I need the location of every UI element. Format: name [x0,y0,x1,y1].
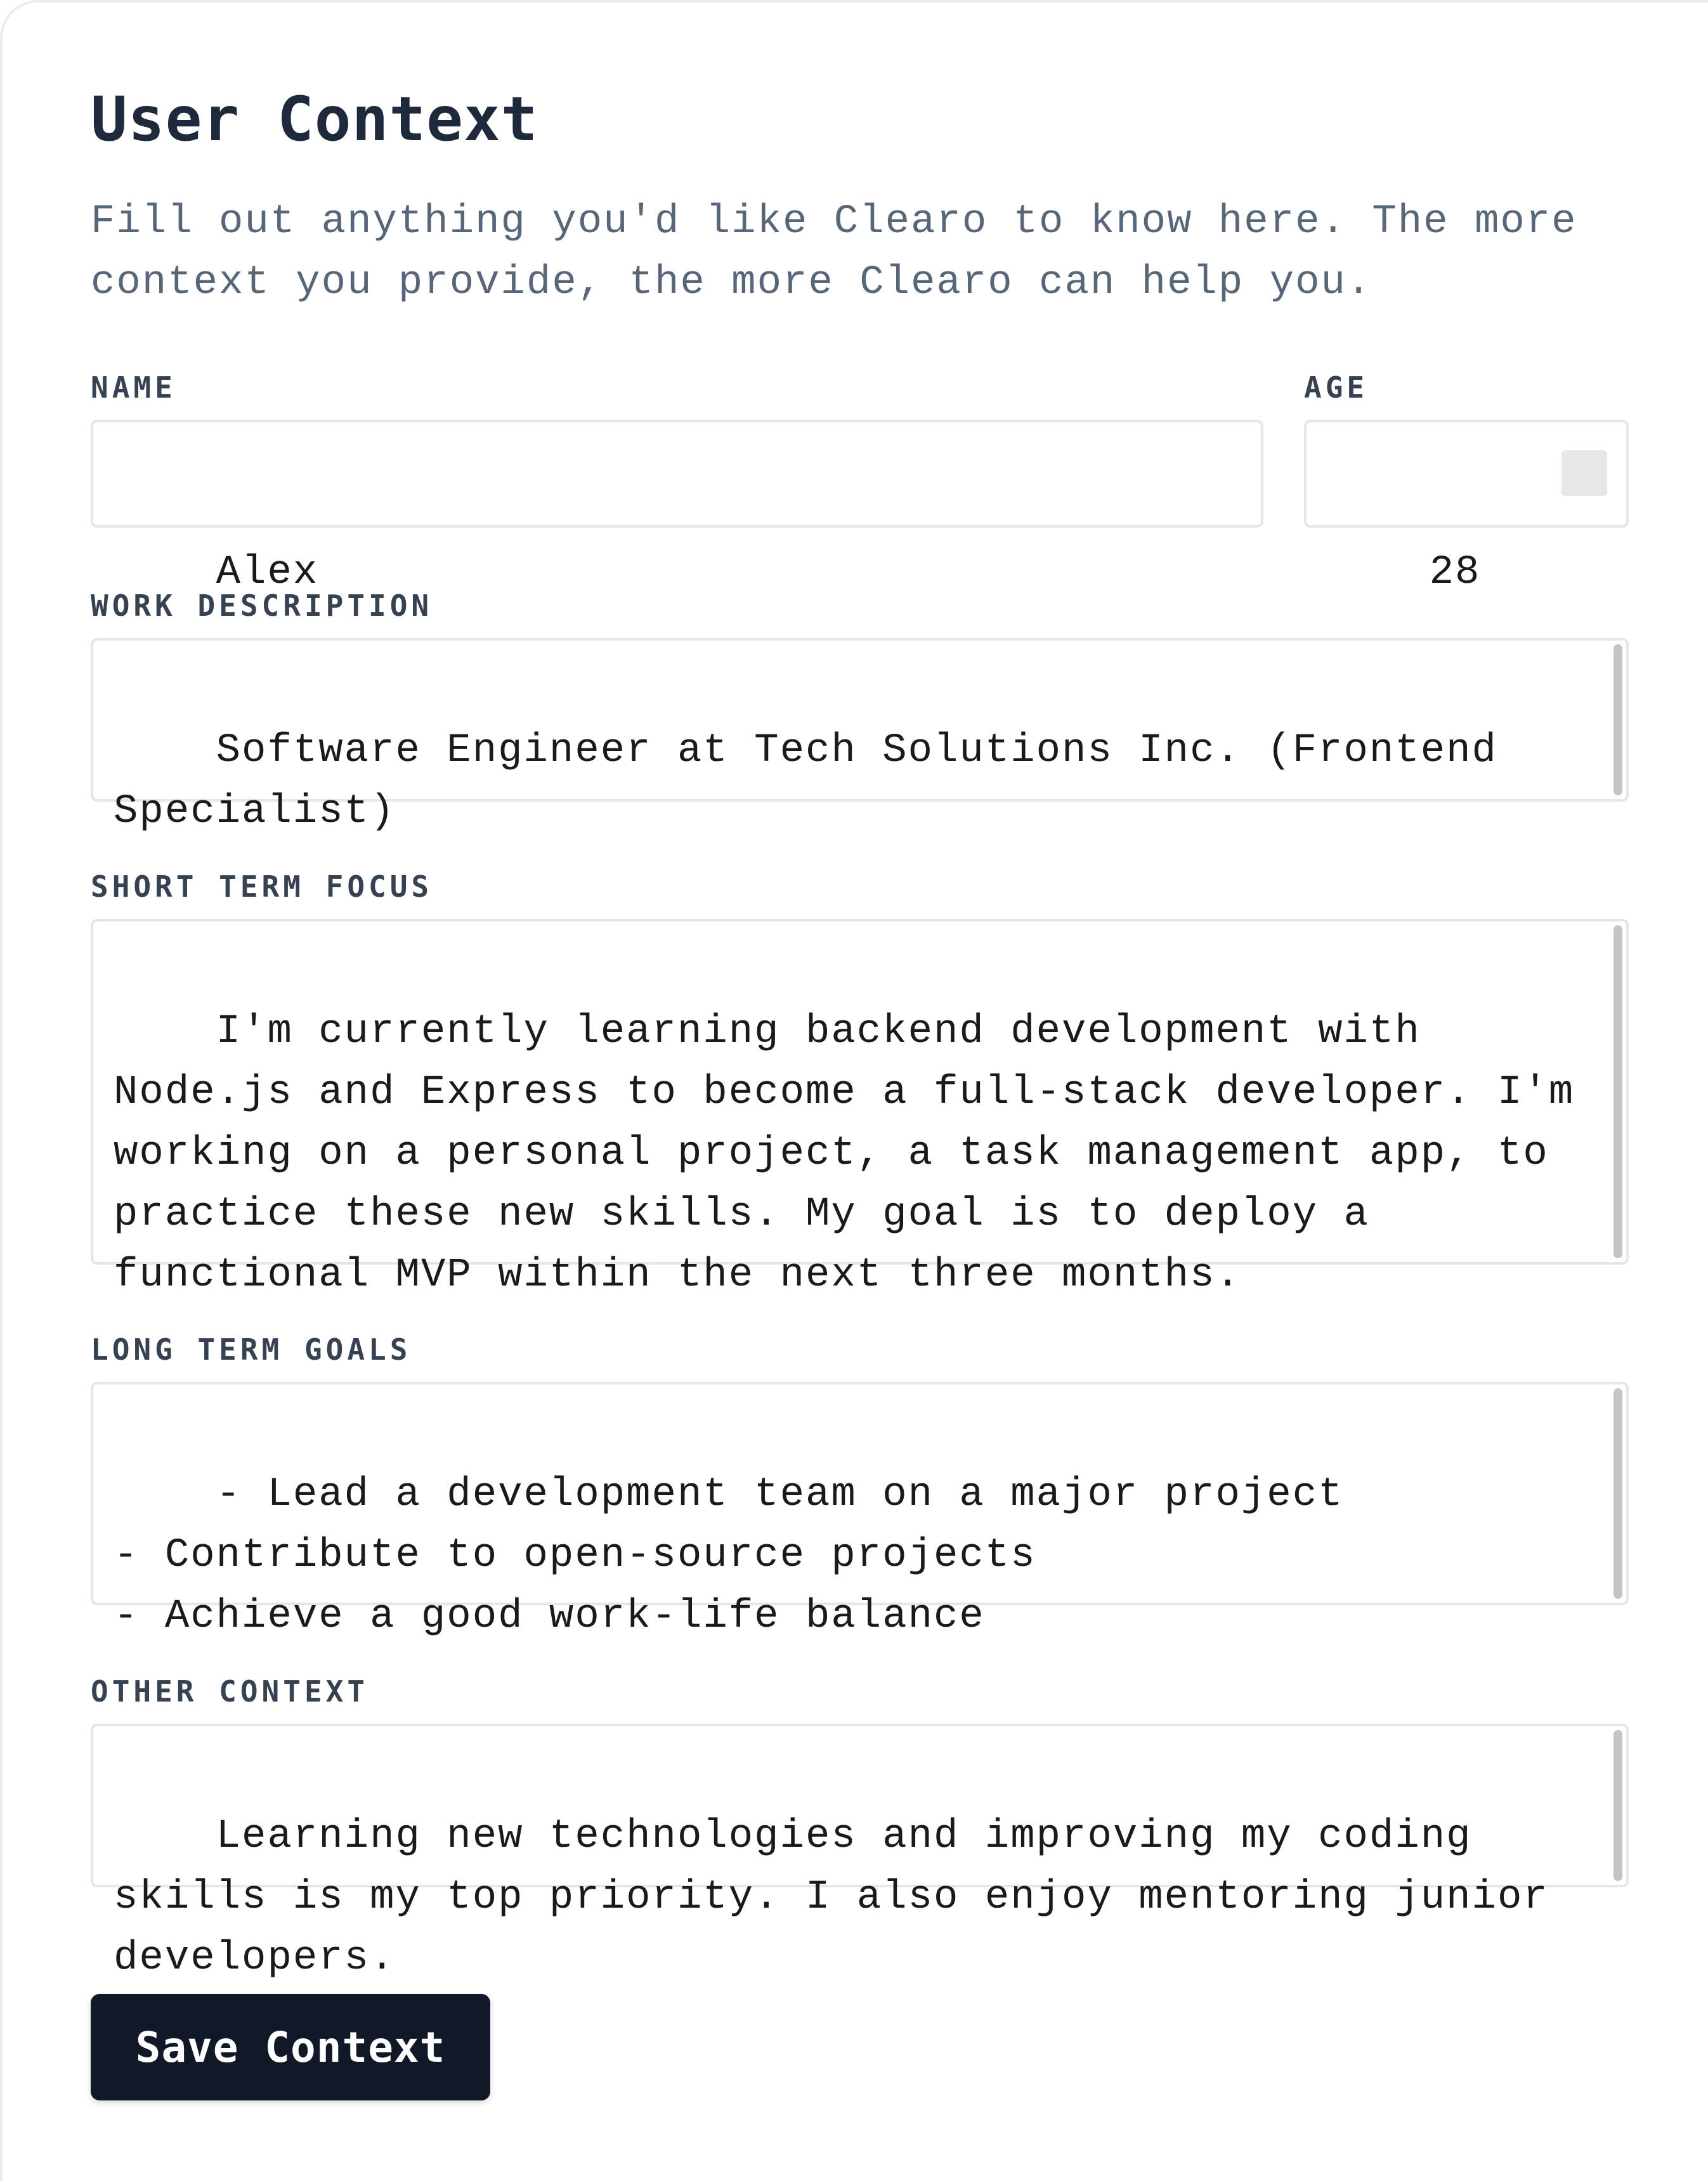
age-input[interactable] [1304,420,1629,596]
work-description-value: Software Engineer at Tech Solutions Inc. (Frontend Specialist) [114,728,1523,835]
long-term-goals-textarea[interactable] [91,1382,1629,1639]
page-title: User Context [91,84,538,155]
long-term-goals-value: - Lead a development team on a major project - Contribute to open-source projects - Achieve a good work-life balance [114,1472,1344,1639]
age-value: 28 [1429,550,1481,596]
other-context-textarea[interactable] [91,1724,1629,1981]
long-term-goals-scrollbar[interactable] [1613,1388,1622,1599]
short-term-focus-textarea[interactable] [91,919,1629,1298]
short-term-focus-label: SHORT TERM FOCUS [91,869,433,904]
other-context-value: Learning new technologies and improving my coding skills is my top priority. I also enjoy mentoring junior developers. [114,1814,1575,1981]
name-label: NAME [91,370,176,405]
name-input[interactable] [91,420,1263,596]
short-term-focus-scrollbar[interactable] [1613,925,1622,1258]
name-value: Alex [216,550,319,596]
work-description-scrollbar[interactable] [1613,644,1622,795]
other-context-scrollbar[interactable] [1613,1730,1622,1881]
age-label: AGE [1304,370,1369,405]
long-term-goals-label: LONG TERM GOALS [91,1332,412,1367]
work-description-label: WORK DESCRIPTION [91,589,433,623]
other-context-label: OTHER CONTEXT [91,1674,369,1709]
work-description-textarea[interactable] [91,638,1629,835]
save-context-button[interactable]: Save Context [91,1994,490,2100]
page-subtitle: Fill out anything you'd like Clearo to know here. The more context you provide, the more Clearo can help you. [91,199,1577,306]
short-term-focus-value: I'm currently learning backend development with Node.js and Express to become a full-stack developer. I'm working on a personal project, a task management app, to practice these new skills. My goal is to deploy a functional MVP within the next three months. [114,1009,1600,1298]
chevron-up-down-icon[interactable] [1561,450,1607,496]
